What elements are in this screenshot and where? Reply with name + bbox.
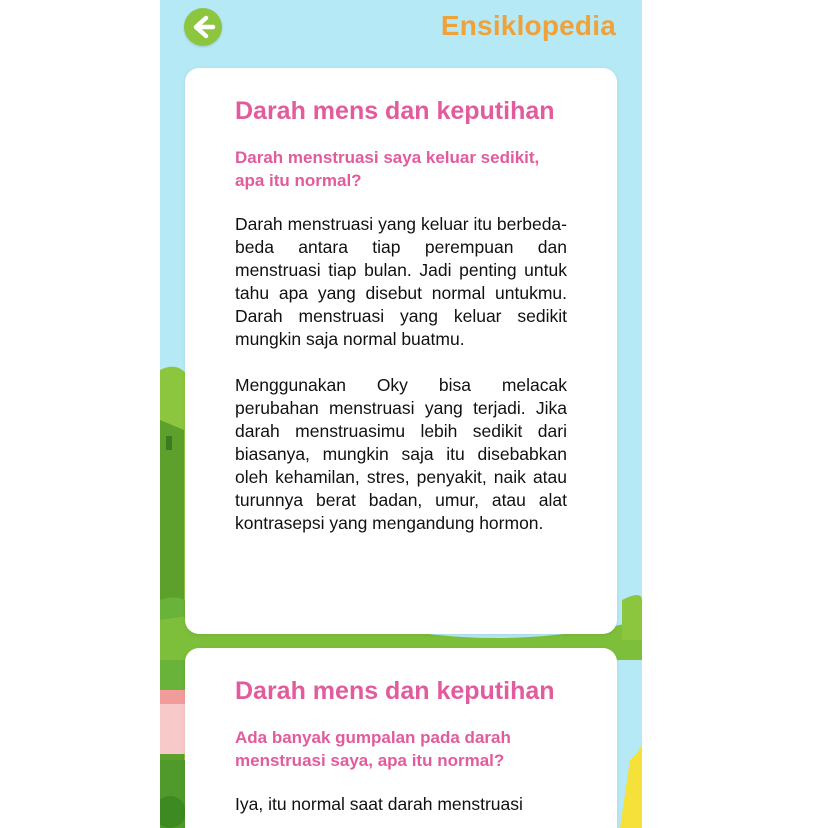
arrow-left-icon [184, 8, 222, 46]
house-roof-left [160, 690, 186, 704]
tree-trunk [166, 436, 172, 450]
app-screen [160, 0, 642, 828]
card-paragraph: Menggunakan Oky bisa melacak perubahan menstruasi yang terjadi. Jika darah menstruasimu lebih sedikit dari biasanya, mungkin saja itu disebabkan oleh kehamilan, stres, penyakit, naik atau turunnya berat badan, umur, atau alat kontrasepsi yang mengandung hormon. [235, 375, 567, 533]
article-card[interactable] [185, 648, 617, 828]
card-title: Darah mens dan keputihan [235, 97, 555, 125]
card-paragraph: Iya, itu normal saat darah menstruasi [235, 794, 523, 814]
card-question: Darah menstruasi saya keluar sedikit, apa itu normal? [235, 148, 540, 190]
house-wall-left [160, 704, 186, 754]
page-title: Ensiklopedia [440, 10, 616, 41]
card-title: Darah mens dan keputihan [235, 677, 555, 705]
article-card[interactable] [185, 68, 617, 634]
card-paragraph: Darah menstruasi yang keluar itu berbeda-beda antara tiap perempuan dan menstruasi tiap bulan. Jadi penting untuk tahu apa yang disebut normal untukmu. Darah menstruasi yang keluar sedikit mungkin saja normal buatmu. [235, 214, 567, 349]
hill-right-green [622, 595, 642, 640]
back-button[interactable] [184, 8, 222, 46]
card-question: Ada banyak gumpalan pada darah menstruasi saya, apa itu normal? [235, 728, 511, 770]
top-bar [160, 0, 642, 60]
